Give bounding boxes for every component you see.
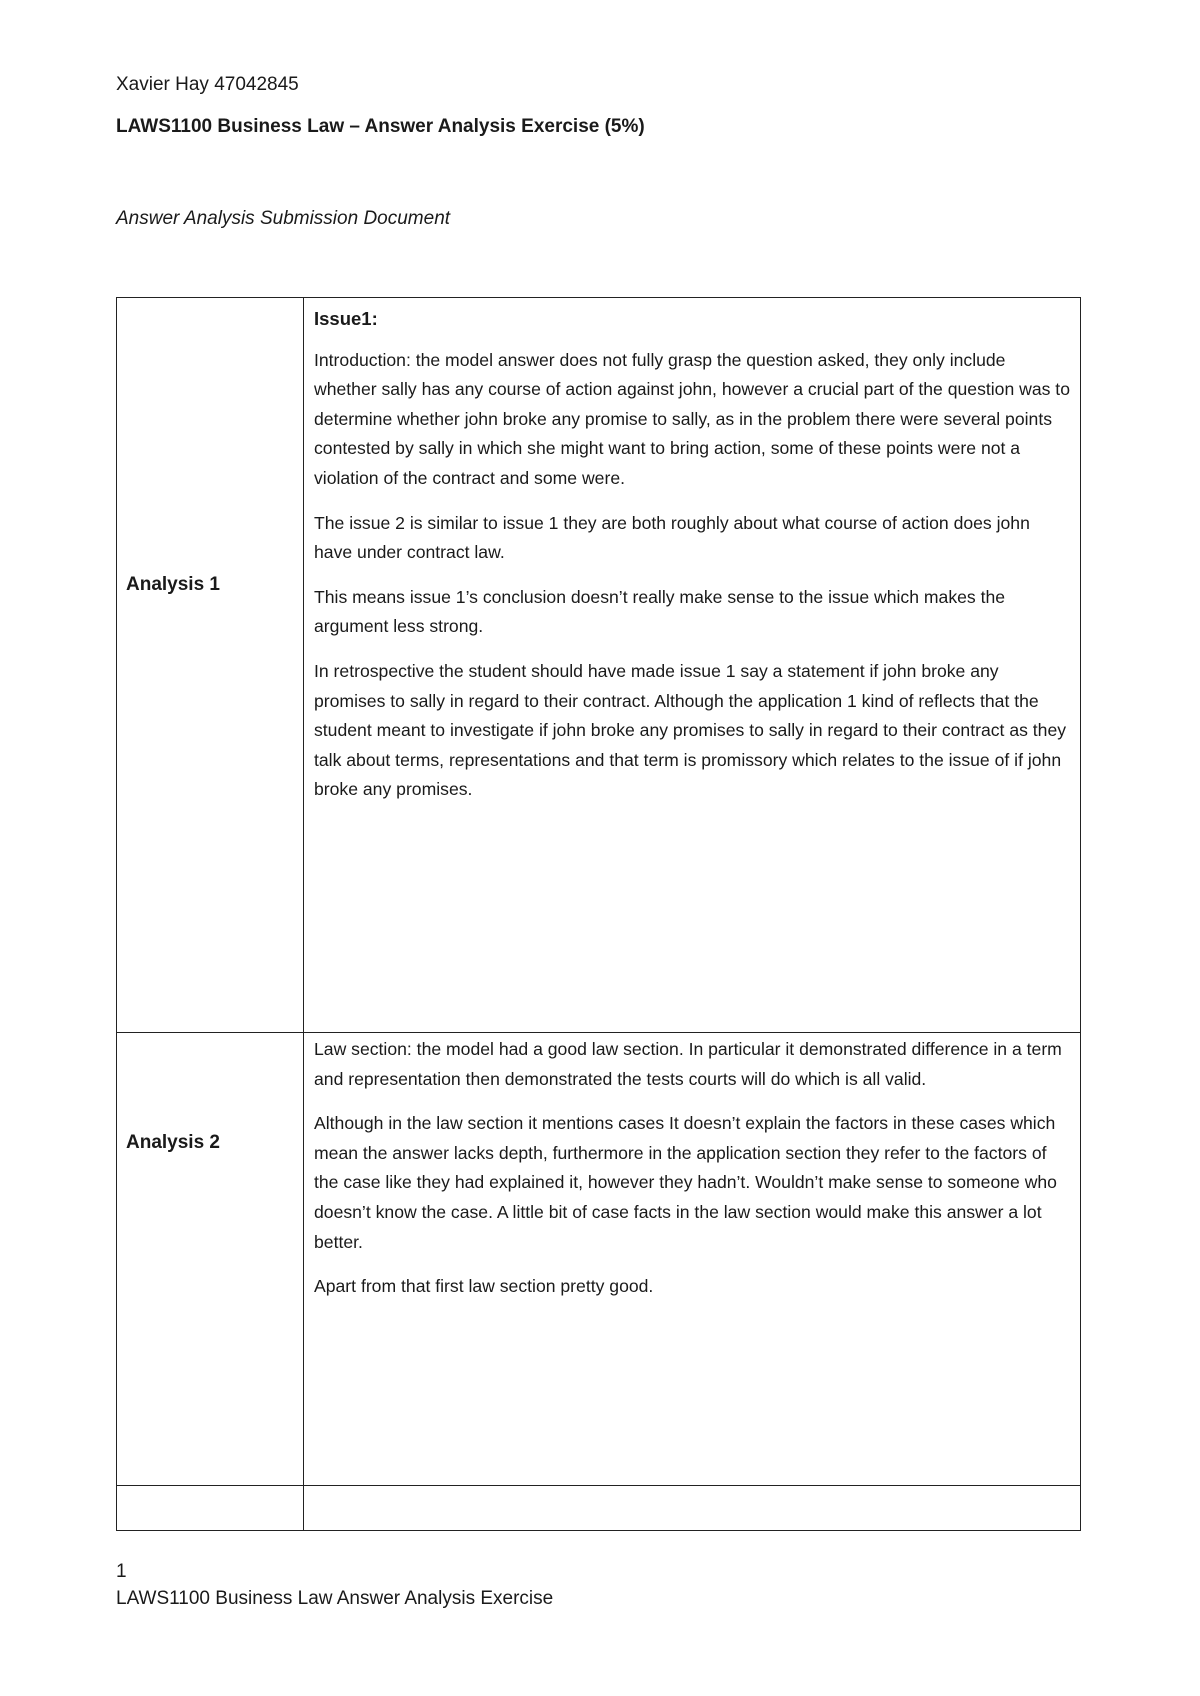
- table-row-analysis-1: [117, 298, 1081, 1033]
- paragraph: Introduction: the model answer does not fully grasp the question asked, they only include whether sally has any course of action against john, however a crucial part of the question was to determine whether john broke any promise to sally, as in the problem there were several points contested by sally in which she might want to bring action, some of these points were not a violation of the contract and some were.: [314, 349, 1070, 488]
- document-subtitle: Answer Analysis Submission Document: [116, 208, 451, 229]
- issue-heading: Issue1:: [314, 308, 378, 329]
- paragraph: The issue 2 is similar to issue 1 they are both roughly about what course of action does john have under contract law.: [314, 512, 1030, 563]
- row-label-cell: [117, 1033, 304, 1486]
- row-label-analysis-1: Analysis 1: [126, 574, 220, 595]
- paragraph: In retrospective the student should have made issue 1 say a statement if john broke any promises to sally in regard to their contract. Although the application 1 kind of reflects that the student meant to investigate if john broke any promises to sally in regard to their contract as they talk about terms, representations and that term is promissory which relates to the issue of if john broke any promises.: [314, 660, 1067, 800]
- author-name-id: Xavier Hay 47042845: [116, 74, 299, 95]
- paragraph: Apart from that first law section pretty good.: [314, 1276, 654, 1297]
- row-content-cell: [304, 1033, 1081, 1486]
- paragraph: Law section: the model had a good law section. In particular it demonstrated difference in a term and representation then demonstrated the tests courts will do which is all valid.: [314, 1039, 1062, 1089]
- document-title: LAWS1100 Business Law – Answer Analysis Exercise (5%): [116, 116, 645, 137]
- footer-page-number: 1: [116, 1561, 127, 1582]
- paragraph: Although in the law section it mentions cases It doesn’t explain the factors in these cases which mean the answer lacks depth, furthermore in the application section they refer to the factors of the case like they had explained it, however they hadn’t. Wouldn’t make sense to someone who doesn’t know the case. A little bit of case facts in the law section would make this answer a lot better.: [314, 1113, 1057, 1252]
- analysis-table: [116, 297, 1081, 1531]
- row-label-analysis-2: Analysis 2: [126, 1132, 220, 1153]
- table-row-empty: [117, 1486, 1081, 1531]
- empty-cell: [304, 1486, 1081, 1531]
- footer-text: LAWS1100 Business Law Answer Analysis Exercise: [116, 1588, 554, 1609]
- table-row-analysis-2: [117, 1033, 1081, 1486]
- row-label-cell: [117, 298, 304, 1033]
- row-content-cell: [304, 298, 1081, 1033]
- paragraph: This means issue 1’s conclusion doesn’t really make sense to the issue which makes the argument less strong.: [314, 586, 1006, 637]
- empty-cell: [117, 1486, 304, 1531]
